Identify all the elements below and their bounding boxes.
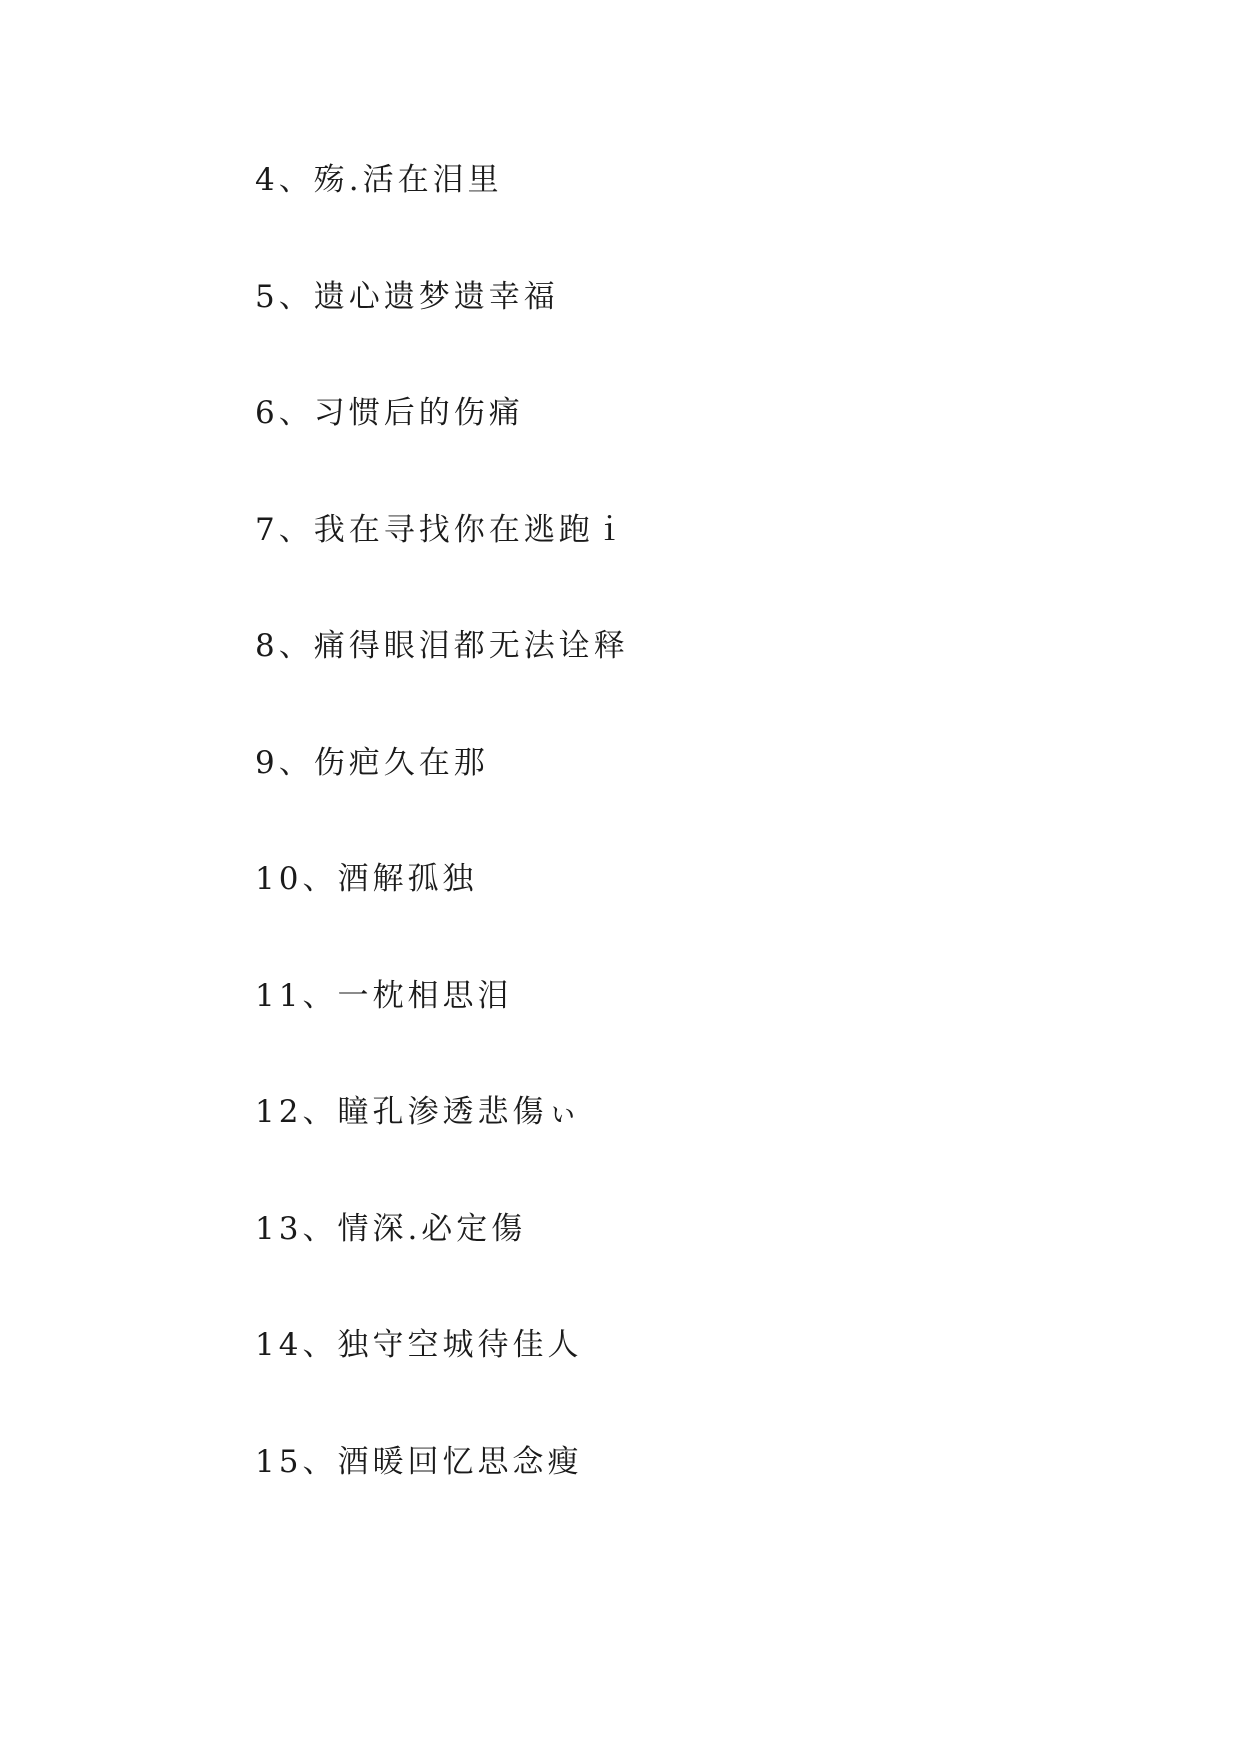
list-item (255, 1325, 629, 1442)
item-number: 12 (255, 1094, 303, 1130)
item-number: 5 (255, 278, 279, 315)
item-number: 11 (255, 977, 303, 1014)
item-separator: 、 (302, 1094, 338, 1130)
list-item (255, 510, 629, 627)
list-item (255, 976, 629, 1093)
item-separator: 、 (302, 1327, 338, 1363)
item-number: 15 (255, 1443, 303, 1480)
list-item (255, 743, 629, 860)
item-separator: 、 (278, 511, 314, 548)
list-item (255, 1092, 629, 1209)
item-number: 7 (255, 511, 279, 548)
item-number: 14 (255, 1327, 303, 1363)
item-separator: 、 (302, 1210, 338, 1247)
list-item (255, 277, 629, 394)
list-item (255, 626, 629, 743)
item-text: 伤疤久在那 (313, 744, 489, 781)
item-text: 情深.必定傷 (337, 1210, 527, 1247)
item-number: 6 (255, 395, 279, 431)
item-number: 9 (255, 744, 279, 781)
list-item (255, 859, 629, 976)
item-number: 10 (255, 861, 303, 897)
item-text: 我在寻找你在逃跑ｉ (313, 511, 629, 548)
item-separator: 、 (278, 744, 314, 781)
item-text: 殇.活在泪里 (313, 162, 503, 198)
item-text: 瞳孔渗透悲傷ぃ (337, 1094, 583, 1130)
item-text: 遗心遗梦遗幸福 (313, 278, 559, 315)
numbered-list (255, 160, 629, 1558)
item-separator: 、 (278, 628, 314, 664)
item-text: 独守空城待佳人 (337, 1327, 583, 1363)
list-item (255, 160, 629, 277)
list-item (255, 1209, 629, 1326)
item-text: 酒暖回忆思念瘦 (337, 1443, 583, 1480)
item-number: 8 (255, 628, 279, 664)
list-item (255, 1442, 629, 1559)
item-text: 痛得眼泪都无法诠释 (313, 628, 629, 664)
item-separator: 、 (278, 395, 314, 431)
item-text: 一枕相思泪 (337, 977, 513, 1014)
item-number: 4 (255, 162, 279, 198)
item-separator: 、 (278, 162, 314, 198)
item-separator: 、 (302, 861, 338, 897)
item-separator: 、 (302, 977, 338, 1014)
item-text: 习惯后的伤痛 (313, 395, 524, 431)
item-text: 酒解孤独 (337, 861, 478, 897)
list-item (255, 393, 629, 510)
item-separator: 、 (278, 278, 314, 315)
item-separator: 、 (302, 1443, 338, 1480)
item-number: 13 (255, 1210, 303, 1247)
